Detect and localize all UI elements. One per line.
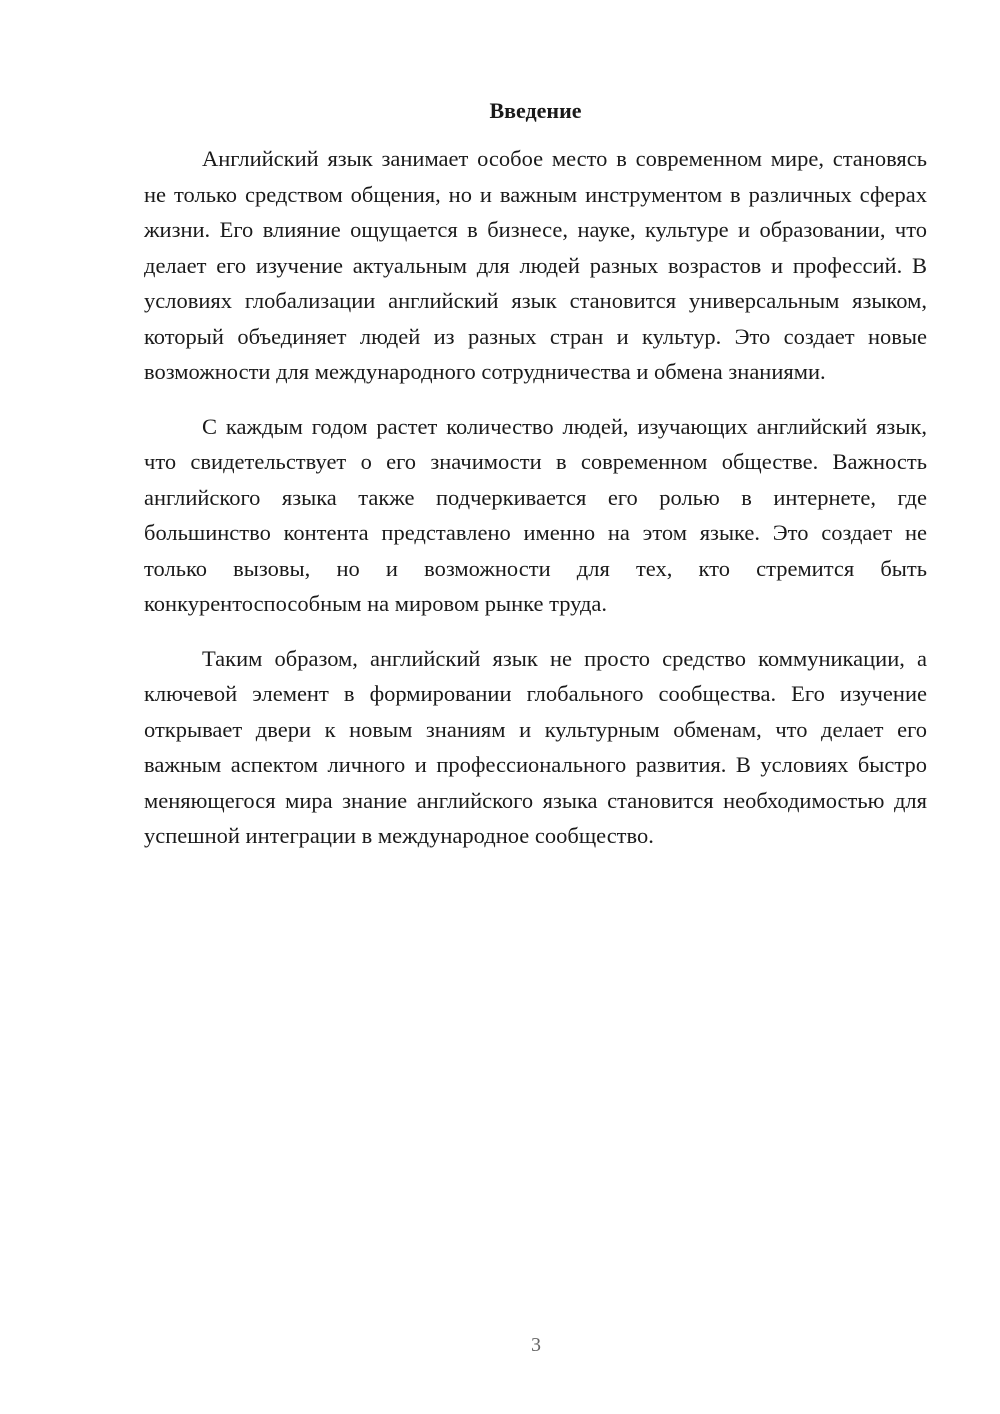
page-number: 3 [531, 1334, 541, 1356]
paragraph-2: С каждым годом растет количество людей, изучающих английский язык, что свидетельствует о его значимости в современном обществе. Важность английского языка также подчеркивается его ролью в интернете, где большинство контента представлено именно на этом языке. Это создает не только вызовы, но и возможности для тех, кто стремится быть конкурентоспособным на мировом рынке труда. [144, 413, 927, 616]
body-text [144, 141, 927, 873]
page-title: Введение [489, 98, 582, 123]
paragraph-1: Английский язык занимает особое место в современном мире, становясь не только средством общения, но и важным инструментом в различных сферах жизни. Его влияние ощущается в бизнесе, науке, культуре и образовании, что делает его изучение актуальным для людей разных возрастов и профессий. В условиях глобализации английский язык становится универсальным языком, который объединяет людей из разных стран и культур. Это создает новые возможности для международного сотрудничества и обмена знаниями. [144, 146, 927, 384]
paragraph-3: Таким образом, английский язык не просто средство коммуникации, а ключевой элемент в формировании глобального сообщества. Его изучение открывает двери к новым знаниям и культурным обменам, что делает его важным аспектом личного и профессионального развития. В условиях быстро меняющегося мира знание английского языка становится необходимостью для успешной интеграции в международное сообщество. [144, 645, 927, 848]
